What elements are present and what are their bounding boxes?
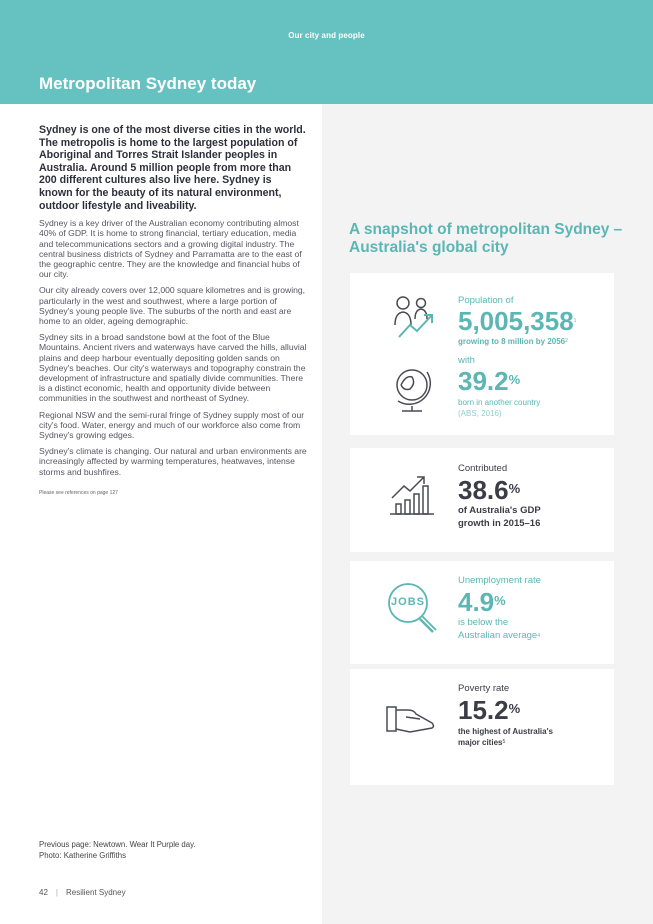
gdp-value: 38.6% bbox=[458, 475, 521, 505]
main-text-column bbox=[39, 124, 307, 496]
gdp-label: Contributed bbox=[458, 463, 508, 474]
section-label: Our city and people bbox=[288, 31, 365, 40]
poverty-description-1: the highest of Australia's bbox=[458, 727, 553, 736]
unemployment-stat bbox=[458, 575, 541, 642]
population-growth: growing to 8 million by 2056$^2$ bbox=[458, 337, 568, 346]
population-card bbox=[350, 273, 614, 435]
page-footer bbox=[39, 888, 126, 897]
body-paragraph: Our city already covers over 12,000 square kilometres and is growing, particularly in the west and southwest, where a large portion of Sydney's young people live. The suburbs of the north and east are home to an older, ageing demographic. bbox=[39, 285, 306, 326]
intro-paragraph: Sydney is one of the most diverse cities in the world. The metropolis is home to the largest population of Aboriginal and Torres Strait Islander peoples in Australia. Around 5 million people from more than 200 different cultures also live here. Sydney is known for the beauty of its natural environment, outdoor lifestyle and liveability. bbox=[39, 124, 306, 212]
unemployment-description-1: is below the bbox=[458, 617, 509, 628]
body-paragraph: Sydney is a key driver of the Australian economy contributing almost 40% of GDP. It is home to strong financial, tertiary education, media and telecommunications sectors and a growing digital industry. The central business districts of Sydney and Parramatta are to the east of the geographic centre. They are the knowledge and financial hubs of our city. bbox=[39, 218, 302, 280]
people-growth-icon bbox=[392, 295, 438, 339]
page-title: Metropolitan Sydney today bbox=[39, 74, 257, 93]
born-overseas-stat bbox=[458, 355, 540, 419]
poverty-stat bbox=[458, 683, 553, 748]
publication-name: Resilient Sydney bbox=[65, 888, 126, 897]
jobs-magnifier-icon bbox=[384, 581, 442, 635]
poverty-description-2: major cities$^5$ bbox=[458, 738, 506, 747]
photo-caption bbox=[39, 839, 196, 861]
population-stat bbox=[458, 295, 576, 347]
poverty-card bbox=[350, 669, 614, 785]
born-overseas-description: born in another country bbox=[458, 398, 541, 407]
gdp-description-1: of Australia's GDP bbox=[458, 505, 541, 516]
globe-icon bbox=[390, 363, 436, 415]
snapshot-title: A snapshot of metropolitan Sydney – Australia's global city bbox=[349, 221, 623, 256]
caption-line-2: Photo: Katherine Griffiths bbox=[39, 851, 126, 860]
footer-separator: | bbox=[55, 888, 58, 897]
poverty-value: 15.2% bbox=[458, 695, 521, 725]
gdp-card bbox=[350, 448, 614, 552]
header-band bbox=[0, 0, 653, 104]
gdp-description-2: growth in 2015–16 bbox=[458, 517, 541, 529]
jobs-icon-text: JOBS bbox=[391, 596, 425, 608]
poverty-label: Poverty rate bbox=[458, 683, 510, 694]
born-overseas-value: 39.2% bbox=[458, 366, 521, 396]
open-hand-icon bbox=[384, 701, 438, 741]
body-paragraph: Sydney sits in a broad sandstone bowl at the foot of the Blue Mountains. Ancient rivers and waterways have carved the hills, alluvial plains and deep harbour eventually depositing golden sands on Sydney's beaches. Our city's waterways and topography constrain the development of infrastructure and spatially divide communities. There is a distinct economic, health and opportunity divide between communities in the southwest and northeast of Sydney. bbox=[39, 332, 307, 404]
born-overseas-source: (ABS, 2016) bbox=[458, 409, 502, 418]
population-value: 5,005,358$^1$ bbox=[458, 306, 577, 336]
with-label: with bbox=[458, 355, 475, 366]
population-label: Population of bbox=[458, 295, 514, 306]
unemployment-card bbox=[350, 561, 614, 664]
gdp-stat bbox=[458, 463, 541, 530]
caption-line-1: Previous page: Newtown. Wear It Purple day. bbox=[39, 840, 196, 849]
references-note: Please see references on page 127 bbox=[39, 489, 118, 496]
unemployment-label: Unemployment rate bbox=[458, 575, 541, 586]
page-number: 42 bbox=[39, 888, 48, 897]
unemployment-description-2: Australian average$^4$ bbox=[458, 629, 540, 641]
bar-chart-growth-icon bbox=[388, 472, 436, 518]
body-paragraph: Regional NSW and the semi-rural fringe of Sydney supply most of our city's food. Water, energy and much of our workforce also come from Sydney's growing edges. bbox=[39, 409, 305, 441]
body-paragraph: Sydney's climate is changing. Our natural and urban environments are increasingly affected by warming temperatures, heatwaves, intense storms and bushfires. bbox=[39, 446, 307, 477]
unemployment-value: 4.9% bbox=[458, 587, 506, 617]
